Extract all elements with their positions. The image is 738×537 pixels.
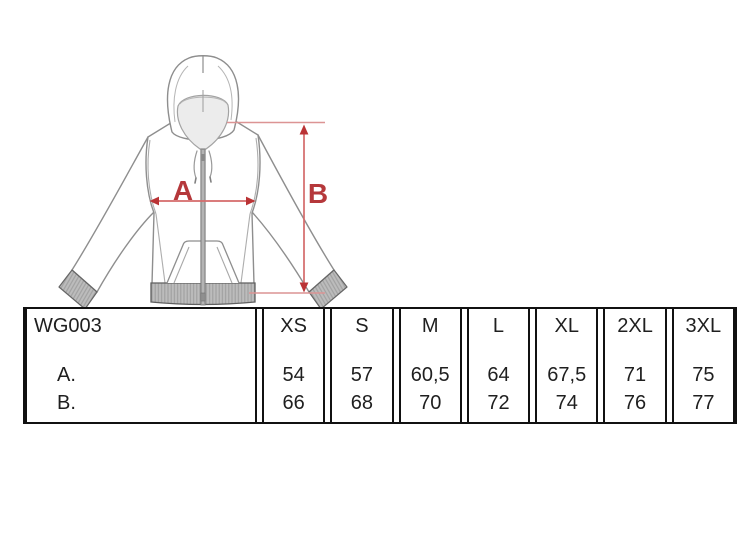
size-table-label-column — [25, 309, 257, 422]
measure-b-label: B — [307, 178, 329, 209]
measurement-a-value: 71 — [623, 364, 647, 386]
measurement-b-value: 68 — [350, 392, 374, 414]
measurement-b-value: 77 — [692, 392, 715, 414]
size-column-xs — [262, 309, 325, 422]
measurement-a-value: 60,5 — [410, 364, 450, 386]
spacer — [27, 340, 255, 361]
size-header: XL — [554, 315, 579, 337]
measurement-a-value: 54 — [282, 364, 305, 386]
size-header: XS — [280, 315, 307, 337]
measurement-b-value: 76 — [623, 392, 647, 414]
size-header: S — [355, 315, 369, 337]
size-table — [23, 307, 737, 424]
product-code: WG003 — [34, 315, 102, 337]
size-column-xl — [535, 309, 598, 422]
zipper — [201, 149, 205, 305]
spacer — [27, 417, 255, 422]
measurement-a-value: 67,5 — [547, 364, 587, 386]
measurement-b-value: 66 — [282, 392, 305, 414]
size-header: M — [421, 315, 439, 337]
measurement-a-value: 75 — [692, 364, 715, 386]
measurement-a-value: 57 — [350, 364, 374, 386]
size-column-3xl — [672, 309, 735, 422]
measure-a-label: A — [172, 175, 194, 206]
row-label-a: A. — [57, 364, 76, 386]
measurement-b-value: 74 — [555, 392, 578, 414]
size-column-2xl — [603, 309, 666, 422]
measurement-b-value: 70 — [419, 392, 442, 414]
row-label-b: B. — [57, 392, 76, 414]
size-header: L — [492, 315, 505, 337]
measurement-a-value: 64 — [487, 364, 510, 386]
size-column-m — [399, 309, 462, 422]
size-header: 2XL — [617, 315, 653, 337]
measurement-b-value: 72 — [487, 392, 510, 414]
size-column-l — [467, 309, 530, 422]
size-column-s — [330, 309, 393, 422]
size-header: 3XL — [685, 315, 722, 337]
